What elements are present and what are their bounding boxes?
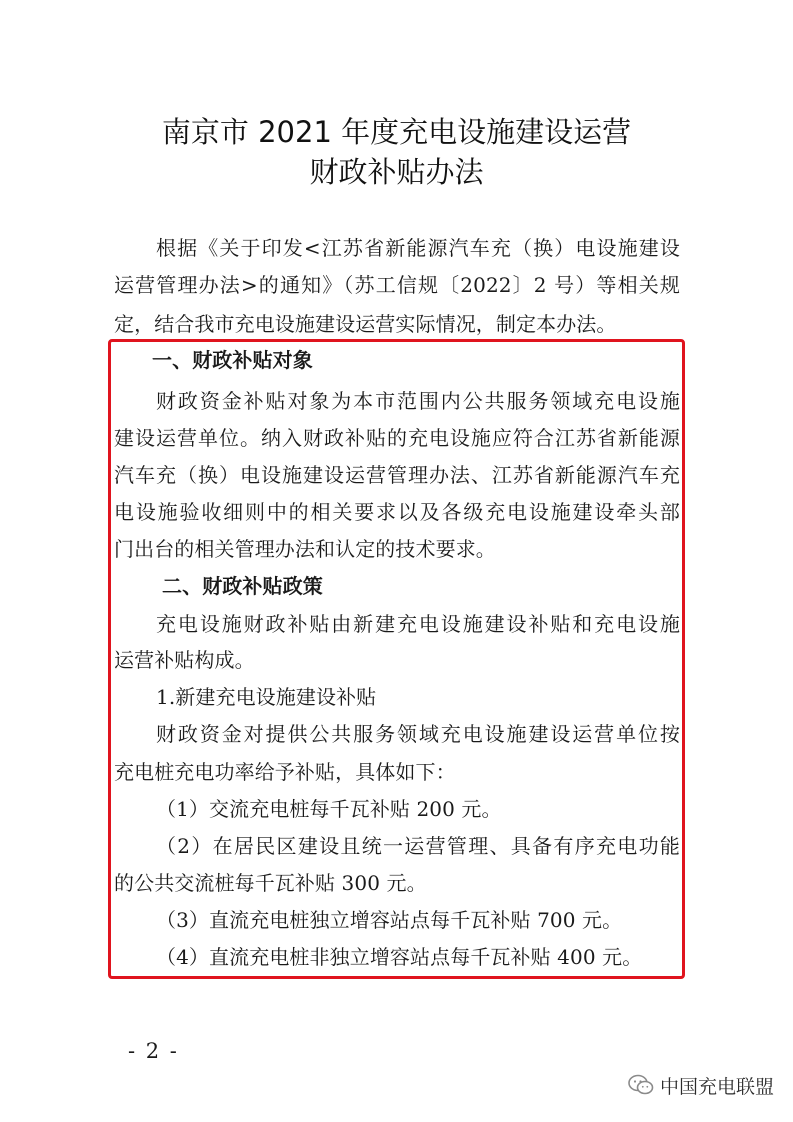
- section1-line: 电设施验收细则中的相关要求以及各级充电设施建设牵头部: [114, 500, 680, 524]
- section2-line: 运营补贴构成。: [114, 648, 255, 672]
- subsection1-heading: 1.新建充电设施建设补贴: [156, 685, 377, 709]
- subsidy-item: 的公共交流桩每千瓦补贴 300 元。: [114, 871, 427, 895]
- preamble-line: 定，结合我市充电设施建设运营实际情况，制定本办法。: [114, 312, 617, 336]
- subsidy-item: （3）直流充电桩独立增容站点每千瓦补贴 700 元。: [156, 908, 623, 932]
- page-number: - 2 -: [128, 1039, 179, 1063]
- section2-line: 充电设施财政补贴由新建充电设施建设补贴和充电设施: [156, 612, 680, 636]
- section1-line: 汽车充（换）电设施建设运营管理办法、江苏省新能源汽车充: [114, 463, 680, 487]
- preamble-line: 根据《关于印发<江苏省新能源汽车充（换）电设施建设: [156, 236, 680, 260]
- subsidy-item: （1）交流充电桩每千瓦补贴 200 元。: [156, 797, 502, 821]
- preamble-line: 运营管理办法>的通知》（苏工信规〔2022〕2 号）等相关规: [114, 273, 680, 297]
- section1-line: 门出台的相关管理办法和认定的技术要求。: [114, 537, 496, 561]
- wechat-icon: [628, 1074, 654, 1096]
- document-title-line1: 南京市 2021 年度充电设施建设运营: [161, 115, 632, 149]
- watermark: [628, 1071, 774, 1099]
- section1-line: 建设运营单位。纳入财政补贴的充电设施应符合江苏省新能源: [114, 426, 680, 450]
- section1-line: 财政资金补贴对象为本市范围内公共服务领域充电设施: [156, 389, 680, 413]
- subsection1-line: 充电桩充电功率给予补贴，具体如下：: [114, 760, 456, 784]
- subsidy-item: （2）在居民区建设且统一运营管理、具备有序充电功能: [156, 834, 680, 858]
- document-title-line2: 财政补贴办法: [309, 155, 484, 189]
- watermark-text: 中国充电联盟: [660, 1075, 775, 1098]
- subsidy-item: （4）直流充电桩非独立增容站点每千瓦补贴 400 元。: [156, 945, 643, 969]
- section1-heading: 一、财政补贴对象: [152, 348, 313, 372]
- subsection1-line: 财政资金对提供公共服务领域充电设施建设运营单位按: [156, 722, 680, 746]
- section2-heading: 二、财政补贴政策: [162, 574, 323, 598]
